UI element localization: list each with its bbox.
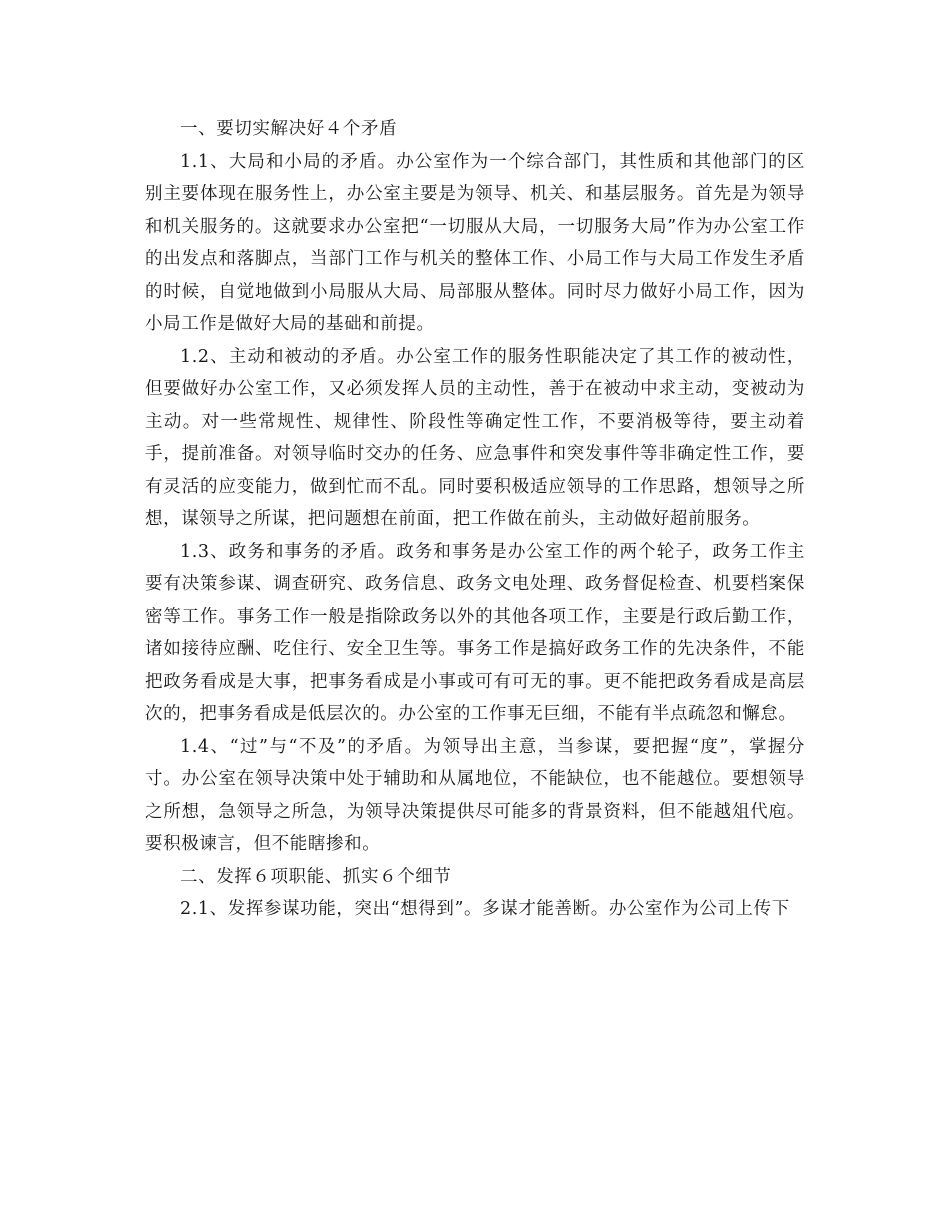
section-heading: 二、发挥６项职能、抓实６个细节 <box>180 866 452 887</box>
paragraph: 1.4、“过”与“不及”的矛盾。为领导出主意，当参谋，要把握“度”，掌握分寸。办公室在领导决策中处于辅助和从属地位，不能缺位，也不能越位。要想领导之所想，急领导之所急，为领导决策提供尽可能多的背景资料，但不能越俎代庖。要积极谏言，但不能瞎掺和。 <box>145 736 805 854</box>
paragraph: 2.1、发挥参谋功能，突出“想得到”。多谋才能善断。办公室作为公司上传下 <box>180 899 790 919</box>
section-heading: 一、要切实解决好４个矛盾 <box>180 119 398 139</box>
paragraph: 1.3、政务和事务的矛盾。政务和事务是办公室工作的两个轮子，政务工作主要有决策参谋、调查研究、政务信息、政务文电处理、政务督促检查、机要档案保密等工作。事务工作一般是指除政务以外的其他各项工作，主要是行政后勤工作，诸如接待应酬、吃住行、安全卫生等。事务工作是搞好政务工作的先决条件，不能把政务看成是大事，把事务看成是小事或可有可无的事。更不能把政务看成是高层次的，把事务看成是低层次的。办公室的工作事无巨细，不能有半点疏忽和懈怠。 <box>145 541 805 724</box>
paragraph: 1.2、主动和被动的矛盾。办公室工作的服务性职能决定了其工作的被动性，但要做好办公室工作，又必须发挥人员的主动性，善于在被动中求主动，变被动为主动。对一些常规性、规律性、阶段性等确定性工作，不要消极等待，要主动着手，提前准备。对领导临时交办的任务、应急事件和突发事件等非确定性工作，要有灵活的应变能力，做到忙而不乱。同时要积极适应领导的工作思路，想领导之所想，谋领导之所谋，把问题想在前面，把工作做在前头，主动做好超前服务。 <box>145 346 805 529</box>
paragraph: 1.1、大局和小局的矛盾。办公室作为一个综合部门，其性质和其他部门的区别主要体现在服务性上，办公室主要是为领导、机关、和基层服务。首先是为领导和机关服务的。这就要求办公室把“一切服从大局，一切服务大局”作为办公室工作的出发点和落脚点，当部门工作与机关的整体工作、小局工作与大局工作发生矛盾的时候，自觉地做到小局服从大局、局部服从整体。同时尽力做好小局工作，因为小局工作是做好大局的基础和前提。 <box>145 151 805 334</box>
document-body <box>145 113 805 926</box>
